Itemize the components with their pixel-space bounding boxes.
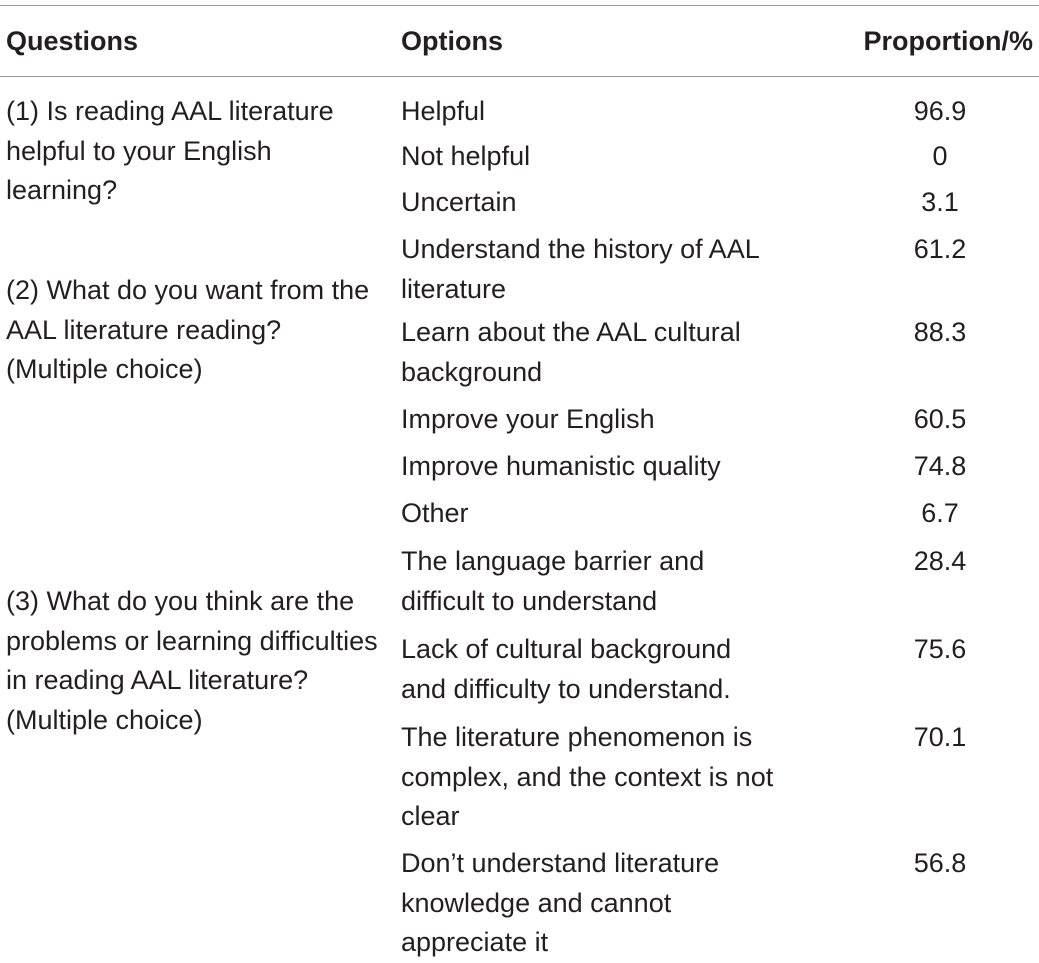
option-cell: Improve your English — [401, 404, 655, 434]
proportion-cell: 88.3 — [913, 317, 967, 347]
proportion-cell: 96.9 — [913, 96, 967, 126]
header-options: Options — [401, 26, 503, 56]
proportion-cell: 75.6 — [913, 634, 967, 664]
option-cell: The language barrier and difficult to understand — [401, 546, 705, 616]
option-cell: Not helpful — [401, 141, 531, 171]
question-2: (2) What do you want from the AAL literature reading? (Multiple choice) — [6, 275, 370, 384]
proportion-cell: 60.5 — [913, 404, 967, 434]
question-3: (3) What do you think are the problems or learning difficulties in reading AAL literature? (Multiple choice) — [6, 586, 378, 735]
proportion-cell: 3.1 — [921, 187, 959, 217]
option-cell: Improve humanistic quality — [401, 451, 721, 481]
header-rule — [0, 76, 1039, 77]
proportion-cell: 56.8 — [913, 848, 967, 878]
header-proportion: Proportion/% — [863, 26, 1033, 56]
proportion-cell: 70.1 — [913, 722, 967, 752]
proportion-cell: 28.4 — [913, 546, 967, 576]
option-cell: Learn about the AAL cultural background — [401, 317, 741, 387]
option-cell: The literature phenomenon is complex, and the context is not clear — [401, 722, 774, 831]
proportion-cell: 0 — [932, 141, 948, 171]
option-cell: Lack of cultural background and difficulty to understand. — [401, 634, 732, 704]
option-cell: Uncertain — [401, 187, 517, 217]
option-cell: Other — [401, 498, 469, 528]
proportion-cell: 6.7 — [921, 498, 959, 528]
proportion-cell: 61.2 — [913, 234, 967, 264]
table-top-rule — [0, 5, 1039, 6]
proportion-cell: 74.8 — [913, 451, 967, 481]
option-cell: Understand the history of AAL literature — [401, 234, 759, 304]
header-questions: Questions — [6, 26, 139, 56]
question-1: (1) Is reading AAL literature helpful to your English learning? — [6, 96, 334, 205]
option-cell: Don’t understand literature knowledge and cannot appreciate it — [401, 848, 720, 957]
option-cell: Helpful — [401, 96, 486, 126]
